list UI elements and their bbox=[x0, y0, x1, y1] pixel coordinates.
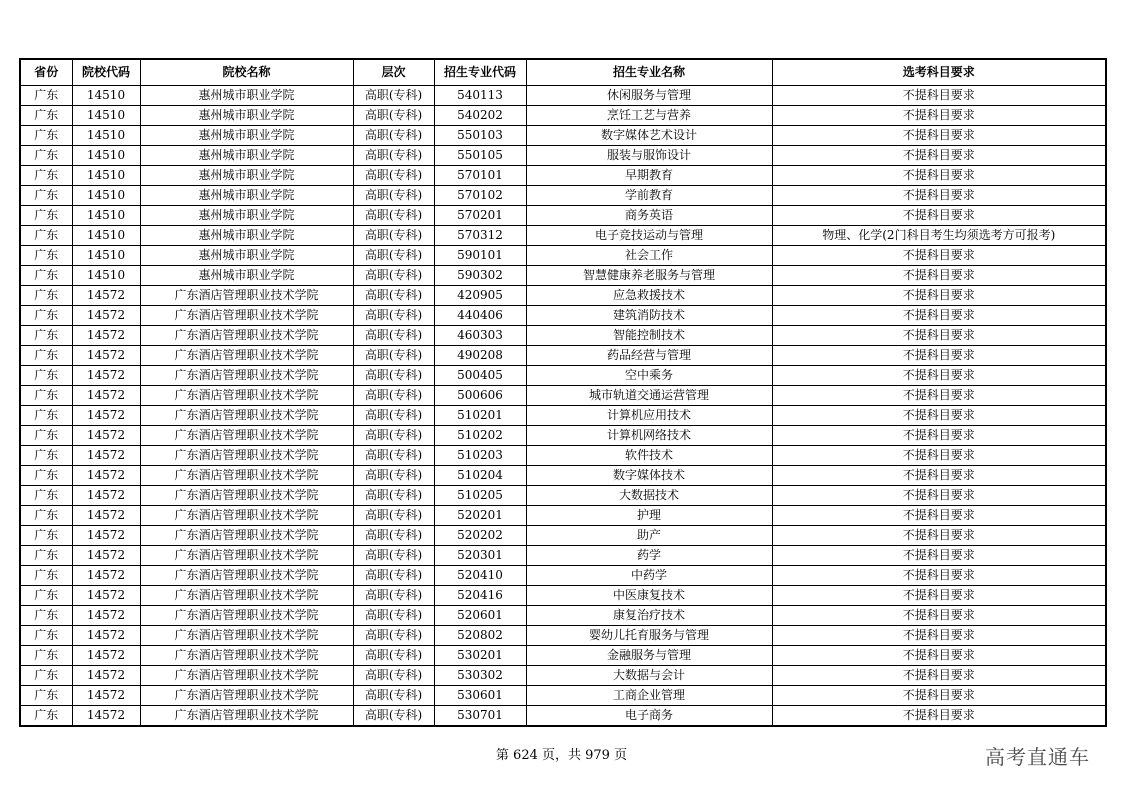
subject-requirement-cell: 不提科目要求 bbox=[772, 126, 1106, 146]
subject-requirement-cell: 不提科目要求 bbox=[772, 86, 1106, 106]
level-cell: 高职(专科) bbox=[353, 306, 434, 326]
subject-requirement-cell: 不提科目要求 bbox=[772, 286, 1106, 306]
province-cell: 广东 bbox=[20, 546, 72, 566]
subject-requirement-cell: 不提科目要求 bbox=[772, 166, 1106, 186]
subject-requirement-cell: 不提科目要求 bbox=[772, 246, 1106, 266]
table-row bbox=[20, 546, 1106, 566]
school-name-cell: 惠州城市职业学院 bbox=[140, 146, 353, 166]
school-name-cell: 惠州城市职业学院 bbox=[140, 206, 353, 226]
major-name-cell: 电子商务 bbox=[526, 706, 772, 727]
table-row bbox=[20, 226, 1106, 246]
level-cell: 高职(专科) bbox=[353, 626, 434, 646]
watermark-logo-text: 高考直通车 bbox=[985, 745, 1090, 769]
major-name-cell: 商务英语 bbox=[526, 206, 772, 226]
province-cell: 广东 bbox=[20, 286, 72, 306]
major-code-cell: 520301 bbox=[434, 546, 526, 566]
school-name-cell: 广东酒店管理职业技术学院 bbox=[140, 446, 353, 466]
table-row bbox=[20, 606, 1106, 626]
school-code-cell: 14572 bbox=[72, 446, 140, 466]
major-code-cell: 490208 bbox=[434, 346, 526, 366]
major-code-cell: 550105 bbox=[434, 146, 526, 166]
school-code-cell: 14572 bbox=[72, 686, 140, 706]
table-row bbox=[20, 706, 1106, 727]
level-cell: 高职(专科) bbox=[353, 266, 434, 286]
province-cell: 广东 bbox=[20, 146, 72, 166]
major-code-cell: 570102 bbox=[434, 186, 526, 206]
level-cell: 高职(专科) bbox=[353, 466, 434, 486]
major-code-cell: 540202 bbox=[434, 106, 526, 126]
school-name-cell: 惠州城市职业学院 bbox=[140, 246, 353, 266]
level-cell: 高职(专科) bbox=[353, 506, 434, 526]
major-name-cell: 计算机应用技术 bbox=[526, 406, 772, 426]
major-name-cell: 助产 bbox=[526, 526, 772, 546]
level-cell: 高职(专科) bbox=[353, 426, 434, 446]
school-code-cell: 14572 bbox=[72, 426, 140, 446]
header-row bbox=[20, 59, 1106, 86]
major-name-cell: 电子竞技运动与管理 bbox=[526, 226, 772, 246]
school-code-cell: 14572 bbox=[72, 546, 140, 566]
major-code-cell: 440406 bbox=[434, 306, 526, 326]
level-cell: 高职(专科) bbox=[353, 126, 434, 146]
province-cell: 广东 bbox=[20, 406, 72, 426]
major-name-cell: 数字媒体技术 bbox=[526, 466, 772, 486]
major-name-cell: 数字媒体艺术设计 bbox=[526, 126, 772, 146]
major-name-cell: 烹饪工艺与营养 bbox=[526, 106, 772, 126]
school-name-cell: 广东酒店管理职业技术学院 bbox=[140, 626, 353, 646]
level-cell: 高职(专科) bbox=[353, 286, 434, 306]
school-code-cell: 14510 bbox=[72, 146, 140, 166]
major-code-cell: 540113 bbox=[434, 86, 526, 106]
level-cell: 高职(专科) bbox=[353, 486, 434, 506]
level-cell: 高职(专科) bbox=[353, 206, 434, 226]
table-row bbox=[20, 486, 1106, 506]
header-level: 层次 bbox=[353, 59, 434, 86]
subject-requirement-cell: 不提科目要求 bbox=[772, 386, 1106, 406]
major-code-cell: 530201 bbox=[434, 646, 526, 666]
level-cell: 高职(专科) bbox=[353, 646, 434, 666]
subject-requirement-cell: 不提科目要求 bbox=[772, 686, 1106, 706]
school-code-cell: 14510 bbox=[72, 226, 140, 246]
table-row bbox=[20, 666, 1106, 686]
major-name-cell: 软件技术 bbox=[526, 446, 772, 466]
level-cell: 高职(专科) bbox=[353, 406, 434, 426]
province-cell: 广东 bbox=[20, 646, 72, 666]
province-cell: 广东 bbox=[20, 606, 72, 626]
level-cell: 高职(专科) bbox=[353, 146, 434, 166]
subject-requirement-cell: 不提科目要求 bbox=[772, 146, 1106, 166]
school-code-cell: 14572 bbox=[72, 366, 140, 386]
subject-requirement-cell: 不提科目要求 bbox=[772, 606, 1106, 626]
major-code-cell: 590101 bbox=[434, 246, 526, 266]
subject-requirement-cell: 不提科目要求 bbox=[772, 366, 1106, 386]
table-row bbox=[20, 366, 1106, 386]
major-code-cell: 520202 bbox=[434, 526, 526, 546]
school-name-cell: 广东酒店管理职业技术学院 bbox=[140, 366, 353, 386]
school-code-cell: 14572 bbox=[72, 506, 140, 526]
school-code-cell: 14572 bbox=[72, 466, 140, 486]
school-code-cell: 14572 bbox=[72, 666, 140, 686]
table-row bbox=[20, 446, 1106, 466]
major-code-cell: 570201 bbox=[434, 206, 526, 226]
province-cell: 广东 bbox=[20, 466, 72, 486]
province-cell: 广东 bbox=[20, 186, 72, 206]
major-name-cell: 休闲服务与管理 bbox=[526, 86, 772, 106]
school-code-cell: 14572 bbox=[72, 526, 140, 546]
province-cell: 广东 bbox=[20, 346, 72, 366]
school-name-cell: 广东酒店管理职业技术学院 bbox=[140, 386, 353, 406]
school-code-cell: 14572 bbox=[72, 326, 140, 346]
school-code-cell: 14572 bbox=[72, 346, 140, 366]
school-code-cell: 14572 bbox=[72, 586, 140, 606]
major-name-cell: 药学 bbox=[526, 546, 772, 566]
school-name-cell: 广东酒店管理职业技术学院 bbox=[140, 326, 353, 346]
subject-requirement-cell: 不提科目要求 bbox=[772, 326, 1106, 346]
province-cell: 广东 bbox=[20, 446, 72, 466]
header-subject-requirement: 选考科目要求 bbox=[772, 59, 1106, 86]
page-number: 第 624 页，共 979 页 bbox=[495, 748, 628, 763]
province-cell: 广东 bbox=[20, 626, 72, 646]
major-code-cell: 510201 bbox=[434, 406, 526, 426]
school-code-cell: 14572 bbox=[72, 286, 140, 306]
school-name-cell: 广东酒店管理职业技术学院 bbox=[140, 506, 353, 526]
school-code-cell: 14572 bbox=[72, 306, 140, 326]
table-row bbox=[20, 646, 1106, 666]
school-name-cell: 惠州城市职业学院 bbox=[140, 166, 353, 186]
major-code-cell: 550103 bbox=[434, 126, 526, 146]
level-cell: 高职(专科) bbox=[353, 166, 434, 186]
major-name-cell: 金融服务与管理 bbox=[526, 646, 772, 666]
school-code-cell: 14572 bbox=[72, 706, 140, 727]
table-row bbox=[20, 526, 1106, 546]
table-row bbox=[20, 686, 1106, 706]
table-row bbox=[20, 126, 1106, 146]
subject-requirement-cell: 不提科目要求 bbox=[772, 266, 1106, 286]
major-name-cell: 婴幼儿托育服务与管理 bbox=[526, 626, 772, 646]
subject-requirement-cell: 不提科目要求 bbox=[772, 626, 1106, 646]
table-row bbox=[20, 386, 1106, 406]
table-row bbox=[20, 326, 1106, 346]
province-cell: 广东 bbox=[20, 706, 72, 727]
subject-requirement-cell: 不提科目要求 bbox=[772, 426, 1106, 446]
school-code-cell: 14572 bbox=[72, 406, 140, 426]
major-name-cell: 康复治疗技术 bbox=[526, 606, 772, 626]
school-name-cell: 惠州城市职业学院 bbox=[140, 106, 353, 126]
subject-requirement-cell: 不提科目要求 bbox=[772, 346, 1106, 366]
school-name-cell: 广东酒店管理职业技术学院 bbox=[140, 706, 353, 727]
subject-requirement-cell: 不提科目要求 bbox=[772, 506, 1106, 526]
province-cell: 广东 bbox=[20, 106, 72, 126]
major-name-cell: 工商企业管理 bbox=[526, 686, 772, 706]
school-name-cell: 广东酒店管理职业技术学院 bbox=[140, 666, 353, 686]
table-row bbox=[20, 466, 1106, 486]
province-cell: 广东 bbox=[20, 526, 72, 546]
admission-table bbox=[19, 58, 1107, 727]
major-name-cell: 社会工作 bbox=[526, 246, 772, 266]
header-major-code: 招生专业代码 bbox=[434, 59, 526, 86]
level-cell: 高职(专科) bbox=[353, 526, 434, 546]
school-code-cell: 14510 bbox=[72, 126, 140, 146]
subject-requirement-cell: 不提科目要求 bbox=[772, 186, 1106, 206]
table-row bbox=[20, 206, 1106, 226]
major-name-cell: 大数据技术 bbox=[526, 486, 772, 506]
major-name-cell: 早期教育 bbox=[526, 166, 772, 186]
table-row bbox=[20, 186, 1106, 206]
school-name-cell: 广东酒店管理职业技术学院 bbox=[140, 586, 353, 606]
subject-requirement-cell: 不提科目要求 bbox=[772, 406, 1106, 426]
school-code-cell: 14572 bbox=[72, 626, 140, 646]
major-name-cell: 城市轨道交通运营管理 bbox=[526, 386, 772, 406]
province-cell: 广东 bbox=[20, 426, 72, 446]
school-name-cell: 广东酒店管理职业技术学院 bbox=[140, 686, 353, 706]
table-row bbox=[20, 566, 1106, 586]
province-cell: 广东 bbox=[20, 666, 72, 686]
major-code-cell: 500405 bbox=[434, 366, 526, 386]
province-cell: 广东 bbox=[20, 226, 72, 246]
major-name-cell: 计算机网络技术 bbox=[526, 426, 772, 446]
table-row bbox=[20, 286, 1106, 306]
table-body bbox=[20, 86, 1106, 727]
major-code-cell: 530701 bbox=[434, 706, 526, 727]
subject-requirement-cell: 不提科目要求 bbox=[772, 586, 1106, 606]
school-code-cell: 14510 bbox=[72, 186, 140, 206]
table-row bbox=[20, 306, 1106, 326]
table-row bbox=[20, 346, 1106, 366]
school-code-cell: 14572 bbox=[72, 646, 140, 666]
school-code-cell: 14572 bbox=[72, 566, 140, 586]
table-row bbox=[20, 266, 1106, 286]
province-cell: 广东 bbox=[20, 246, 72, 266]
table-row bbox=[20, 406, 1106, 426]
province-cell: 广东 bbox=[20, 306, 72, 326]
province-cell: 广东 bbox=[20, 366, 72, 386]
school-name-cell: 广东酒店管理职业技术学院 bbox=[140, 406, 353, 426]
major-code-cell: 570312 bbox=[434, 226, 526, 246]
table-row bbox=[20, 246, 1106, 266]
level-cell: 高职(专科) bbox=[353, 446, 434, 466]
subject-requirement-cell: 不提科目要求 bbox=[772, 566, 1106, 586]
level-cell: 高职(专科) bbox=[353, 86, 434, 106]
school-name-cell: 广东酒店管理职业技术学院 bbox=[140, 286, 353, 306]
school-name-cell: 惠州城市职业学院 bbox=[140, 266, 353, 286]
school-code-cell: 14510 bbox=[72, 266, 140, 286]
subject-requirement-cell: 不提科目要求 bbox=[772, 526, 1106, 546]
province-cell: 广东 bbox=[20, 386, 72, 406]
subject-requirement-cell: 不提科目要求 bbox=[772, 446, 1106, 466]
province-cell: 广东 bbox=[20, 506, 72, 526]
school-code-cell: 14572 bbox=[72, 606, 140, 626]
table-row bbox=[20, 166, 1106, 186]
major-name-cell: 大数据与会计 bbox=[526, 666, 772, 686]
subject-requirement-cell: 物理、化学(2门科目考生均须选考方可报考) bbox=[772, 226, 1106, 246]
major-name-cell: 空中乘务 bbox=[526, 366, 772, 386]
school-name-cell: 惠州城市职业学院 bbox=[140, 126, 353, 146]
major-code-cell: 530302 bbox=[434, 666, 526, 686]
table-row bbox=[20, 146, 1106, 166]
school-name-cell: 广东酒店管理职业技术学院 bbox=[140, 546, 353, 566]
level-cell: 高职(专科) bbox=[353, 346, 434, 366]
province-cell: 广东 bbox=[20, 166, 72, 186]
level-cell: 高职(专科) bbox=[353, 186, 434, 206]
major-name-cell: 智能控制技术 bbox=[526, 326, 772, 346]
level-cell: 高职(专科) bbox=[353, 106, 434, 126]
school-name-cell: 惠州城市职业学院 bbox=[140, 186, 353, 206]
province-cell: 广东 bbox=[20, 586, 72, 606]
major-name-cell: 服装与服饰设计 bbox=[526, 146, 772, 166]
subject-requirement-cell: 不提科目要求 bbox=[772, 206, 1106, 226]
level-cell: 高职(专科) bbox=[353, 246, 434, 266]
major-code-cell: 510203 bbox=[434, 446, 526, 466]
province-cell: 广东 bbox=[20, 326, 72, 346]
subject-requirement-cell: 不提科目要求 bbox=[772, 706, 1106, 727]
major-code-cell: 570101 bbox=[434, 166, 526, 186]
school-name-cell: 惠州城市职业学院 bbox=[140, 226, 353, 246]
school-name-cell: 广东酒店管理职业技术学院 bbox=[140, 306, 353, 326]
level-cell: 高职(专科) bbox=[353, 386, 434, 406]
school-name-cell: 广东酒店管理职业技术学院 bbox=[140, 346, 353, 366]
major-code-cell: 530601 bbox=[434, 686, 526, 706]
level-cell: 高职(专科) bbox=[353, 326, 434, 346]
province-cell: 广东 bbox=[20, 486, 72, 506]
major-code-cell: 520601 bbox=[434, 606, 526, 626]
school-name-cell: 惠州城市职业学院 bbox=[140, 86, 353, 106]
header-major-name: 招生专业名称 bbox=[526, 59, 772, 86]
major-code-cell: 510202 bbox=[434, 426, 526, 446]
level-cell: 高职(专科) bbox=[353, 366, 434, 386]
school-code-cell: 14510 bbox=[72, 106, 140, 126]
major-name-cell: 智慧健康养老服务与管理 bbox=[526, 266, 772, 286]
header-school-code: 院校代码 bbox=[72, 59, 140, 86]
header-province: 省份 bbox=[20, 59, 72, 86]
province-cell: 广东 bbox=[20, 206, 72, 226]
major-code-cell: 510205 bbox=[434, 486, 526, 506]
level-cell: 高职(专科) bbox=[353, 546, 434, 566]
school-code-cell: 14572 bbox=[72, 386, 140, 406]
school-code-cell: 14572 bbox=[72, 486, 140, 506]
level-cell: 高职(专科) bbox=[353, 706, 434, 727]
subject-requirement-cell: 不提科目要求 bbox=[772, 646, 1106, 666]
major-code-cell: 520802 bbox=[434, 626, 526, 646]
header-school-name: 院校名称 bbox=[140, 59, 353, 86]
school-name-cell: 广东酒店管理职业技术学院 bbox=[140, 646, 353, 666]
major-name-cell: 中药学 bbox=[526, 566, 772, 586]
level-cell: 高职(专科) bbox=[353, 586, 434, 606]
school-name-cell: 广东酒店管理职业技术学院 bbox=[140, 426, 353, 446]
school-code-cell: 14510 bbox=[72, 246, 140, 266]
table-header bbox=[20, 59, 1106, 86]
level-cell: 高职(专科) bbox=[353, 606, 434, 626]
school-name-cell: 广东酒店管理职业技术学院 bbox=[140, 566, 353, 586]
subject-requirement-cell: 不提科目要求 bbox=[772, 106, 1106, 126]
level-cell: 高职(专科) bbox=[353, 666, 434, 686]
level-cell: 高职(专科) bbox=[353, 686, 434, 706]
school-name-cell: 广东酒店管理职业技术学院 bbox=[140, 466, 353, 486]
major-code-cell: 520416 bbox=[434, 586, 526, 606]
major-code-cell: 460303 bbox=[434, 326, 526, 346]
province-cell: 广东 bbox=[20, 566, 72, 586]
table-row bbox=[20, 626, 1106, 646]
table-row bbox=[20, 106, 1106, 126]
level-cell: 高职(专科) bbox=[353, 226, 434, 246]
table-row bbox=[20, 86, 1106, 106]
major-code-cell: 520201 bbox=[434, 506, 526, 526]
school-name-cell: 广东酒店管理职业技术学院 bbox=[140, 526, 353, 546]
table-row bbox=[20, 506, 1106, 526]
school-code-cell: 14510 bbox=[72, 206, 140, 226]
major-name-cell: 护理 bbox=[526, 506, 772, 526]
major-code-cell: 590302 bbox=[434, 266, 526, 286]
major-code-cell: 500606 bbox=[434, 386, 526, 406]
table-row bbox=[20, 426, 1106, 446]
subject-requirement-cell: 不提科目要求 bbox=[772, 666, 1106, 686]
subject-requirement-cell: 不提科目要求 bbox=[772, 466, 1106, 486]
province-cell: 广东 bbox=[20, 686, 72, 706]
subject-requirement-cell: 不提科目要求 bbox=[772, 306, 1106, 326]
school-name-cell: 广东酒店管理职业技术学院 bbox=[140, 606, 353, 626]
major-code-cell: 520410 bbox=[434, 566, 526, 586]
major-code-cell: 510204 bbox=[434, 466, 526, 486]
major-name-cell: 建筑消防技术 bbox=[526, 306, 772, 326]
major-name-cell: 中医康复技术 bbox=[526, 586, 772, 606]
province-cell: 广东 bbox=[20, 266, 72, 286]
subject-requirement-cell: 不提科目要求 bbox=[772, 546, 1106, 566]
subject-requirement-cell: 不提科目要求 bbox=[772, 486, 1106, 506]
province-cell: 广东 bbox=[20, 126, 72, 146]
major-name-cell: 药品经营与管理 bbox=[526, 346, 772, 366]
school-code-cell: 14510 bbox=[72, 86, 140, 106]
school-name-cell: 广东酒店管理职业技术学院 bbox=[140, 486, 353, 506]
major-name-cell: 应急救援技术 bbox=[526, 286, 772, 306]
major-code-cell: 420905 bbox=[434, 286, 526, 306]
province-cell: 广东 bbox=[20, 86, 72, 106]
table-row bbox=[20, 586, 1106, 606]
school-code-cell: 14510 bbox=[72, 166, 140, 186]
major-name-cell: 学前教育 bbox=[526, 186, 772, 206]
level-cell: 高职(专科) bbox=[353, 566, 434, 586]
